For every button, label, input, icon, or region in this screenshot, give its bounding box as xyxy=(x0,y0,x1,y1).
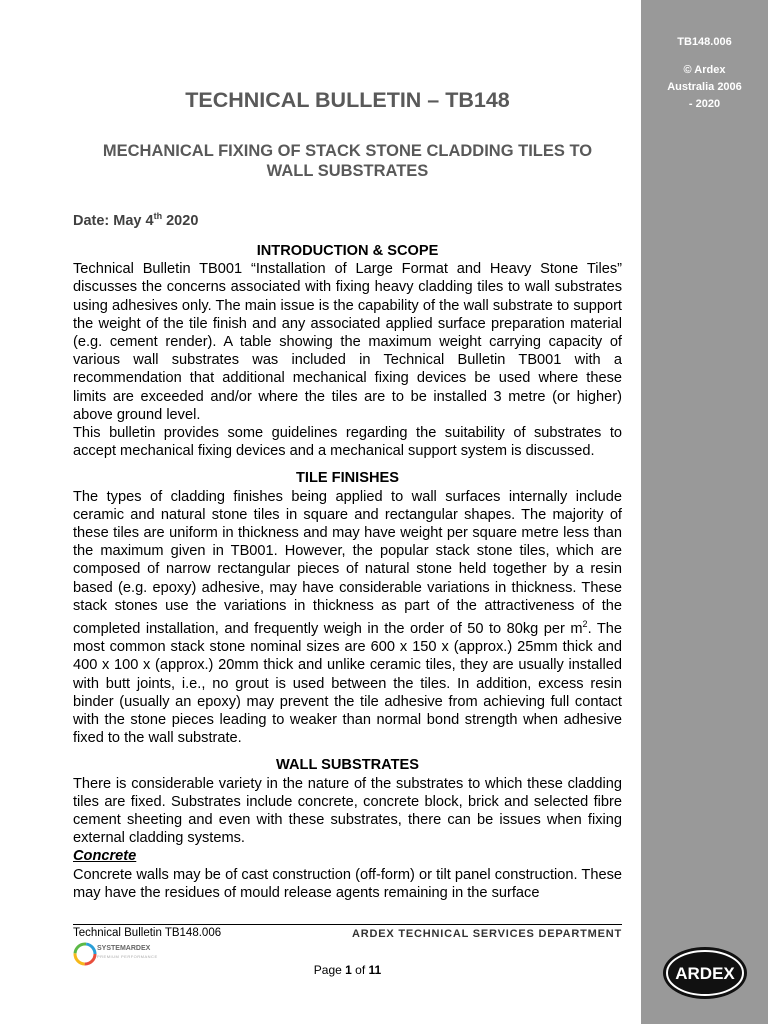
document-date xyxy=(73,211,198,229)
date-year: 2020 xyxy=(162,212,199,229)
ardex-logo xyxy=(660,945,750,1001)
page-current: 1 xyxy=(345,963,352,977)
section-heading-wall-substrates: WALL SUBSTRATES xyxy=(276,757,419,774)
paragraph: There is considerable variety in the nature of the substrates to which these cladding tiles are fixed. Substrates include concrete, concrete block, brick and selected fibre cement sheeting and even with these substrates, there can be issues when fixing external cladding systems. xyxy=(73,775,622,847)
copyright-line: © Ardex xyxy=(683,64,726,76)
page-label: Page xyxy=(313,963,346,977)
logo-wordmark: ARDEX xyxy=(675,964,735,983)
date-label: Date: May 4 xyxy=(73,212,154,229)
page-of: of xyxy=(351,963,369,977)
date-ordinal: th xyxy=(153,211,163,221)
copyright-line: Australia 2006 xyxy=(667,81,742,93)
footer-divider xyxy=(73,924,622,925)
paragraph: Technical Bulletin TB001 “Installation of Large Format and Heavy Stone Tiles” discusses the concerns associated with fixing heavy cladding tiles to wall substrates using adhesives only. The main issue is the capability of the wall substrate to support the weight of the tile finish and any associated applied surface preparation material (e.g. cement render). A table showing the maximum weight carrying capacity of various wall substrates was included in Technical Bulletin TB001 with a recommendation that additional mechanical fixing devices be used where these limits are exceeded and/or where the tiles are to be installed 3 metre (or higher) above ground level. xyxy=(73,261,622,423)
paragraph xyxy=(73,488,622,748)
subtitle-line: MECHANICAL FIXING OF STACK STONE CLADDING TILES TO xyxy=(102,142,593,160)
page-total: 11 xyxy=(368,963,382,977)
systemardex-logo-tagline: PREMIUM PERFORMANCE xyxy=(97,954,158,959)
document-code: TB148.006 xyxy=(677,36,732,48)
page-title: TECHNICAL BULLETIN – TB148 xyxy=(185,88,510,112)
systemardex-logo-text: SYSTEMARDEX xyxy=(97,945,151,952)
subtitle-line: WALL SUBSTRATES xyxy=(266,162,429,180)
page-number xyxy=(0,963,768,977)
bulletin-body xyxy=(73,242,622,902)
sidebar xyxy=(641,0,768,1024)
paragraph-text: . The most common stack stone nominal sizes are 600 x 150 x (approx.) 25mm thick and 400 x 100 x (approx.) 20mm thick and unlike ceramic tiles, they are usually installed with butt joints, i.e., no grout is used between the tiles. In addition, excess resin binder (usually an epoxy) may prevent the tile adhesive from achieving full contact with the stone pieces leading to weaker than normal bond strength when adhesive fixed to the wall substrate. xyxy=(73,620,622,747)
paragraph: Concrete walls may be of cast construction (off-form) or tilt panel construction. These may have the residues of mould release agents remaining in the surface xyxy=(73,866,622,901)
paragraph-text: The types of cladding finishes being applied to wall surfaces internally include ceramic and natural stone tiles in square and rectangular shapes. The majority of these tiles are uniform in thickness and may have weight per square metre less than the maximum given in TB001. However, the popular stack stone tiles, which are composed of narrow rectangular pieces of natural stone held together by a resin based (e.g. epoxy) adhesive, may have considerable variations in thickness. These stack stones use the variations in thickness as part of the attractiveness of the completed installation, and frequently weigh in the order of 50 to 80kg per m xyxy=(73,488,622,637)
footer-department: ARDEX TECHNICAL SERVICES DEPARTMENT xyxy=(352,928,623,940)
section-heading-tile-finishes: TILE FINISHES xyxy=(296,470,399,487)
superscript: 2 xyxy=(582,619,588,630)
copyright-line: - 2020 xyxy=(688,98,721,110)
copyright xyxy=(641,62,768,113)
section-heading-intro: INTRODUCTION & SCOPE xyxy=(256,243,439,259)
page-subtitle xyxy=(73,141,622,181)
footer-bulletin-ref: Technical Bulletin TB148.006 xyxy=(73,927,222,939)
paragraph: This bulletin provides some guidelines regarding the suitability of substrates to accept mechanical fixing devices and a mechanical support system is discussed. xyxy=(73,425,622,460)
subheading-concrete: Concrete xyxy=(73,848,137,865)
